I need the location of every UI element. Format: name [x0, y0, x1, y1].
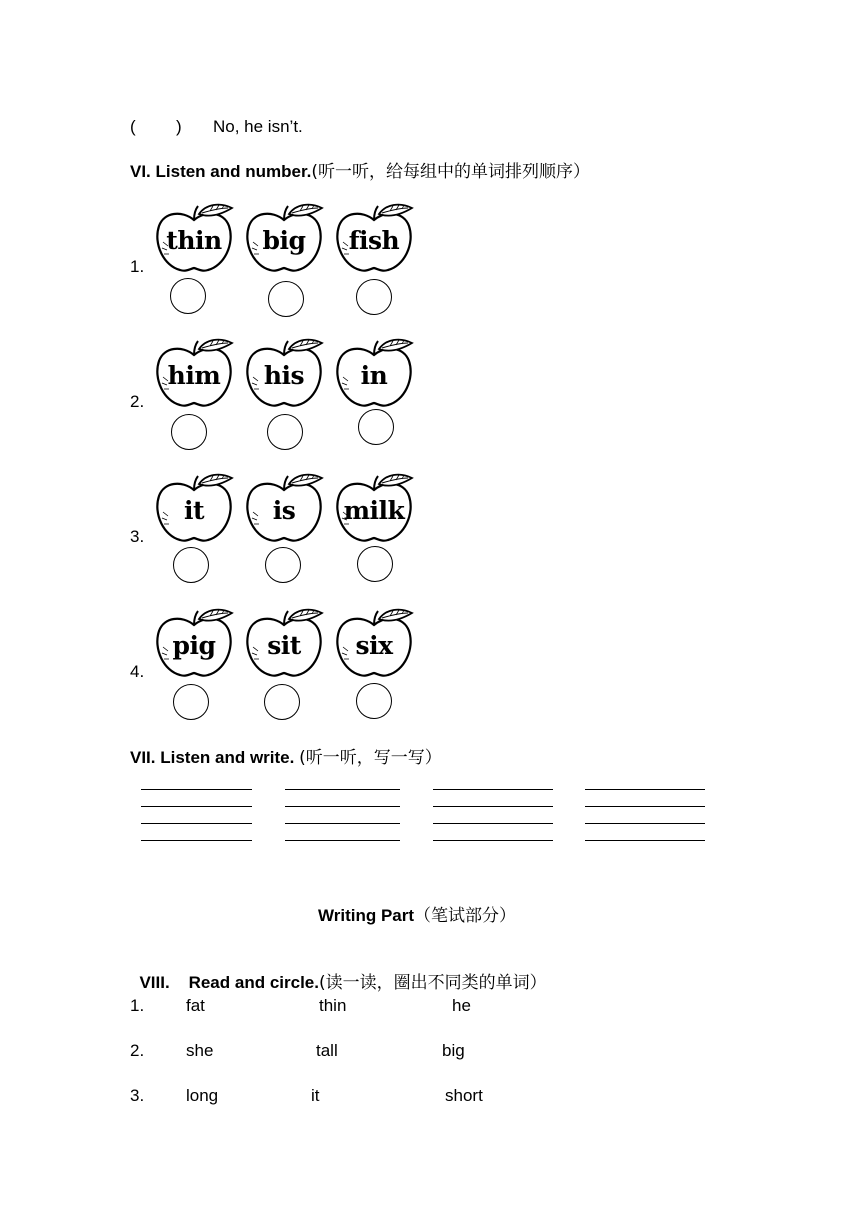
writing-line[interactable] — [433, 840, 553, 841]
writing-line[interactable] — [285, 840, 400, 841]
section-7-title-cn: (听一听，写一写） — [299, 748, 442, 768]
answer-text: No, he isn’t. — [213, 117, 303, 136]
section-7-title — [130, 747, 442, 769]
apple-word: six — [355, 631, 393, 660]
apple-word: big — [262, 226, 306, 255]
number-answer-circle[interactable] — [170, 278, 206, 314]
writing-line[interactable] — [141, 806, 252, 807]
writing-line[interactable] — [433, 823, 553, 824]
section-7-title-en: VII. Listen and write. — [130, 748, 300, 767]
writing-part-title-cn: （笔试部分） — [414, 906, 517, 926]
number-answer-circle[interactable] — [264, 684, 300, 720]
apple-word: him — [167, 361, 221, 390]
writing-part-title: Writing Part — [318, 906, 415, 925]
apple-icon — [244, 607, 334, 679]
answer-close-paren: ) — [176, 117, 182, 136]
group-number: 3. — [130, 527, 145, 546]
circle-word-option[interactable]: big — [442, 1041, 465, 1060]
apple-icon — [154, 607, 244, 679]
apple-word: is — [272, 496, 296, 525]
circle-word-option[interactable]: tall — [316, 1041, 338, 1060]
section-6-title-en: VI. Listen and number. — [130, 162, 312, 181]
circle-word-option[interactable]: long — [186, 1086, 219, 1105]
apple-icon — [244, 472, 334, 544]
writing-line[interactable] — [433, 789, 553, 790]
section-8-title-cn: (读一读，圈出不同类的单词） — [318, 973, 547, 993]
writing-line[interactable] — [433, 806, 553, 807]
writing-line[interactable] — [585, 789, 705, 790]
number-answer-circle[interactable] — [267, 414, 303, 450]
writing-line[interactable] — [141, 789, 252, 790]
apple-word: fish — [348, 226, 400, 255]
number-answer-circle[interactable] — [268, 281, 304, 317]
apple-icon — [334, 472, 424, 544]
writing-line[interactable] — [285, 789, 400, 790]
apple-icon — [154, 202, 244, 274]
apple-word: in — [360, 361, 388, 390]
section-6-title-cn: (听一听，给每组中的单词排列顺序） — [311, 162, 591, 182]
number-answer-circle[interactable] — [356, 683, 392, 719]
section-8-title — [130, 950, 547, 994]
row-number: 3. — [130, 1086, 145, 1105]
row-number: 1. — [130, 996, 145, 1015]
circle-word-option[interactable]: she — [186, 1041, 214, 1060]
writing-line[interactable] — [141, 823, 252, 824]
apple-icon — [244, 202, 334, 274]
apple-icon — [154, 472, 244, 544]
number-answer-circle[interactable] — [358, 409, 394, 445]
apple-icon — [334, 202, 424, 274]
circle-word-option[interactable]: thin — [319, 996, 347, 1015]
circle-word-option[interactable]: short — [445, 1086, 483, 1105]
number-answer-circle[interactable] — [356, 279, 392, 315]
section-8-title-en: VIII. Read and circle. — [139, 973, 319, 992]
apple-word: pig — [172, 631, 216, 660]
apple-word: it — [183, 496, 205, 525]
writing-line[interactable] — [585, 840, 705, 841]
apple-word: his — [263, 361, 305, 390]
writing-line[interactable] — [285, 823, 400, 824]
group-number: 4. — [130, 662, 145, 681]
writing-line[interactable] — [585, 806, 705, 807]
number-answer-circle[interactable] — [173, 547, 209, 583]
number-answer-circle[interactable] — [265, 547, 301, 583]
number-answer-circle[interactable] — [171, 414, 207, 450]
apple-icon — [334, 337, 424, 409]
number-answer-circle[interactable] — [173, 684, 209, 720]
writing-part-heading — [318, 905, 516, 927]
apple-word: thin — [166, 226, 222, 255]
writing-line[interactable] — [141, 840, 252, 841]
number-answer-circle[interactable] — [357, 546, 393, 582]
answer-open-paren: ( — [130, 117, 136, 136]
row-number: 2. — [130, 1041, 145, 1060]
group-number: 1. — [130, 257, 145, 276]
apple-icon — [154, 337, 244, 409]
apple-icon — [334, 607, 424, 679]
apple-word: sit — [267, 631, 301, 660]
apple-icon — [244, 337, 334, 409]
writing-line[interactable] — [285, 806, 400, 807]
apple-word: milk — [343, 496, 405, 525]
circle-word-option[interactable]: he — [452, 996, 471, 1015]
circle-word-option[interactable]: fat — [186, 996, 205, 1015]
writing-line[interactable] — [585, 823, 705, 824]
section-6-title — [130, 161, 590, 183]
circle-word-option[interactable]: it — [311, 1086, 320, 1105]
group-number: 2. — [130, 392, 145, 411]
